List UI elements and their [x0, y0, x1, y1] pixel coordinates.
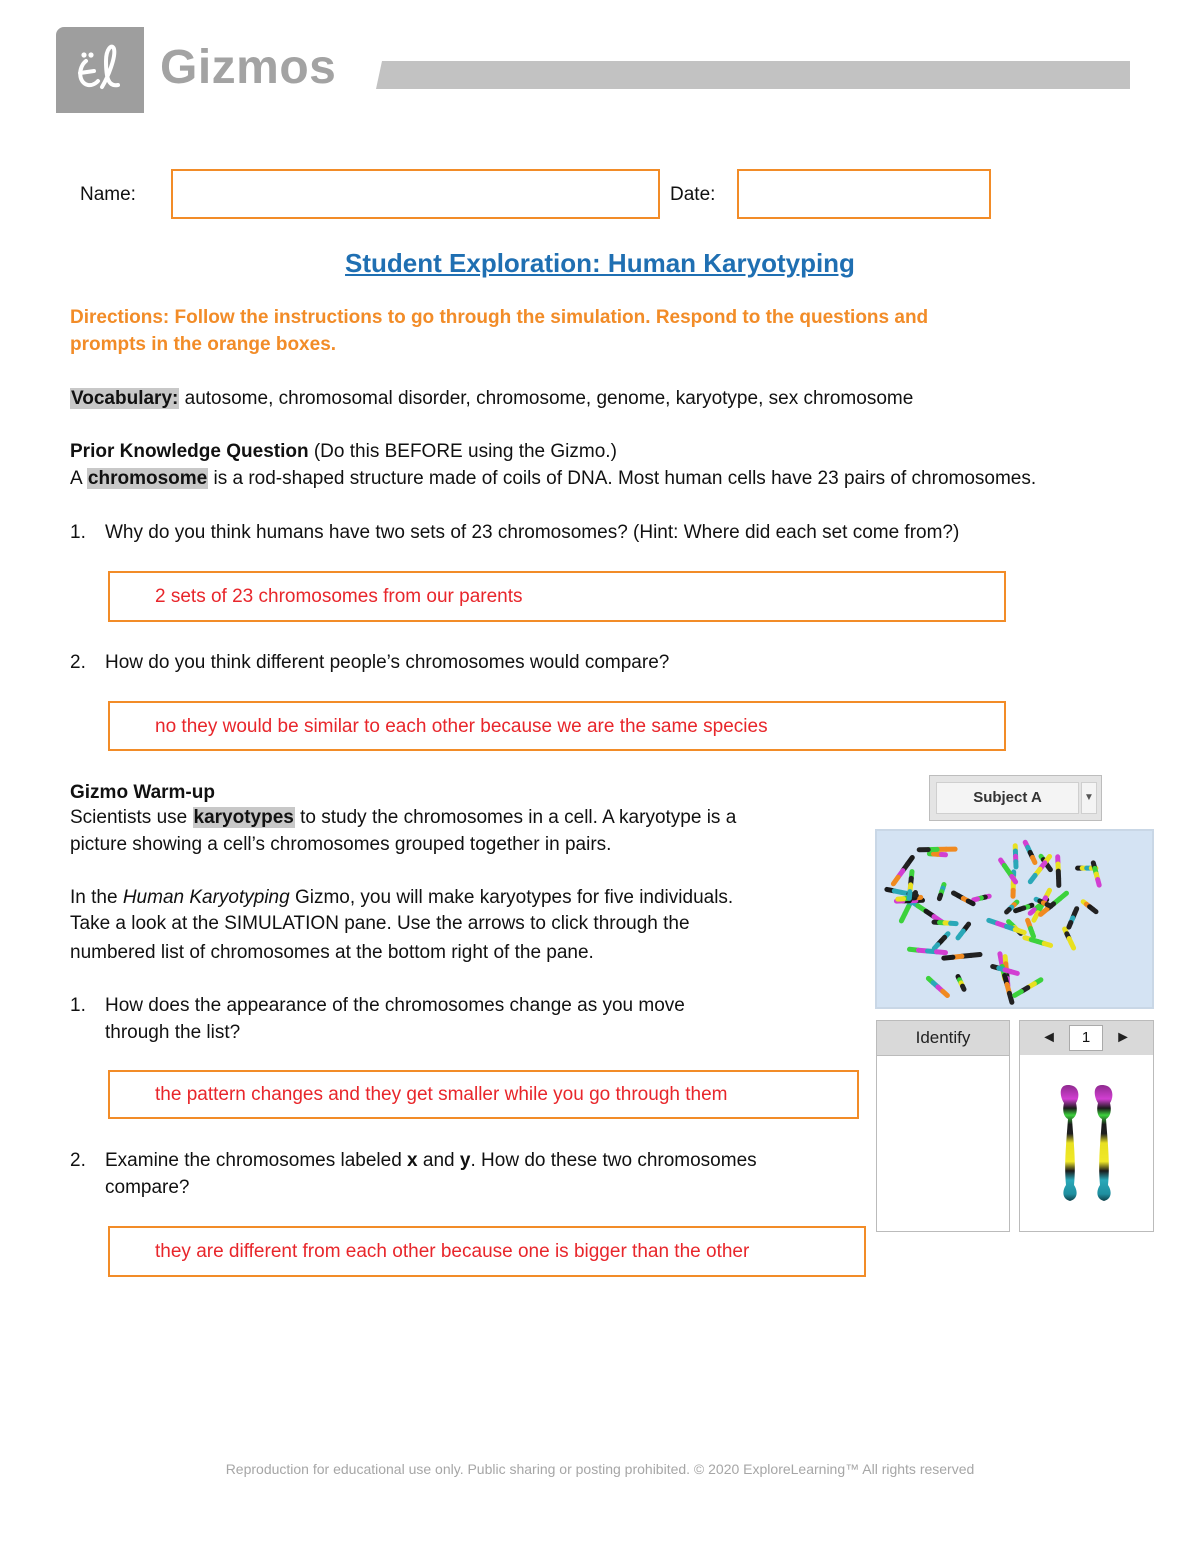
date-label: Date: — [670, 184, 716, 205]
intro-text-a: A — [70, 468, 87, 489]
question-number: 2. — [70, 1150, 86, 1171]
chromosome-segment — [937, 952, 946, 953]
warmup-text: to study the chromosomes in a cell. A karyotype is a — [294, 807, 737, 828]
logo-el-icon — [56, 27, 144, 113]
warmup-paragraph-1-line-2: picture showing a cell’s chromosomes grouped together in pairs. — [70, 834, 612, 855]
chromosome-segment — [939, 895, 940, 899]
chromosome-segment — [901, 914, 905, 921]
chromosome-right — [1095, 1085, 1113, 1201]
question-text: . How do these two chromosomes — [470, 1150, 757, 1171]
title-row — [0, 248, 1200, 279]
karyotypes-term: karyotypes — [193, 807, 294, 828]
name-field[interactable] — [171, 169, 660, 219]
navigator-bar — [1020, 1021, 1153, 1055]
answer-box[interactable] — [108, 701, 1006, 751]
answer-text: the pattern changes and they get smaller while you go through them — [155, 1084, 728, 1105]
date-field[interactable] — [737, 169, 991, 219]
chromosome-segment — [944, 957, 953, 958]
vocabulary-line — [70, 385, 913, 412]
answer-text: no they would be similar to each other because we are the same species — [155, 716, 768, 737]
chromosome-spread — [877, 831, 1152, 1007]
intro-text-b: is a rod-shaped structure made of coils of DNA. Most human cells have 23 pairs of chromosomes. — [208, 468, 1037, 489]
question-text-line-1 — [105, 1147, 757, 1174]
brand-name: Gizmos — [160, 41, 337, 94]
chromosome-segment — [909, 892, 910, 899]
chromosome-segment — [934, 945, 937, 949]
chromosome-segment — [1015, 992, 1022, 996]
warmup-text: Gizmo, you will make karyotypes for five individuals. — [289, 887, 734, 908]
directions-line-2: prompts in the orange boxes. — [70, 334, 337, 355]
warmup-paragraph-2-line-1 — [70, 884, 733, 911]
directions-line-1: Directions: Follow the instructions to go through the simulation. Respond to the questions and — [70, 307, 929, 328]
chromosome-segment — [968, 901, 973, 904]
prior-knowledge-heading-row — [70, 438, 617, 465]
chromosome-segment — [974, 899, 978, 900]
warmup-text: In the — [70, 887, 123, 908]
question-text: Examine the chromosomes labeled — [105, 1150, 408, 1171]
chromosome-term: chromosome — [87, 468, 208, 489]
identify-panel — [876, 1020, 1010, 1232]
subject-select-value: Subject A — [936, 782, 1079, 814]
next-arrow-icon[interactable]: ► — [1115, 1029, 1131, 1046]
footer-copyright: Reproduction for educational use only. Public sharing or posting prohibited. © 2020 ExploreLearning™ All rights reserved — [225, 1461, 975, 1477]
explorelearning-logo — [56, 27, 144, 113]
chromosome-segment — [1034, 913, 1038, 921]
chromosome-segment — [1071, 943, 1073, 948]
question-number: 2. — [70, 652, 86, 673]
chromosome-segment — [943, 991, 948, 995]
header-bar — [376, 61, 1130, 89]
chromosome-segment — [1009, 993, 1012, 1002]
prior-knowledge-intro — [70, 465, 1036, 492]
question-text-line-1: How does the appearance of the chromosomes change as you move — [105, 995, 685, 1016]
question-text: Why do you think humans have two sets of 23 chromosomes? (Hint: Where did each set come from?) — [105, 522, 960, 543]
warmup-paragraph-1-line-1 — [70, 804, 736, 831]
name-label: Name: — [80, 184, 136, 205]
y-label: y — [459, 1150, 471, 1171]
chromosome-segment — [1011, 972, 1017, 974]
chromosome-segment — [1098, 880, 1100, 886]
warmup-paragraph-2-line-2: Take a look at the SIMULATION pane. Use the arrows to click through the — [70, 913, 690, 934]
question-text: and — [417, 1150, 460, 1171]
x-label: x — [407, 1150, 418, 1171]
chevron-down-icon[interactable]: ▼ — [1081, 782, 1097, 814]
chromosome-segment — [1048, 866, 1050, 869]
vocabulary-terms: autosome, chromosomal disorder, chromosome, genome, karyotype, sex chromosome — [179, 388, 914, 409]
chromosome-segment — [1032, 933, 1034, 937]
answer-text: 2 sets of 23 chromosomes from our parents — [155, 586, 523, 607]
question-number: 1. — [70, 995, 86, 1016]
warmup-text: Scientists use — [70, 807, 193, 828]
chromosome-segment — [1044, 944, 1050, 946]
chromosome-left — [1061, 1085, 1079, 1201]
warmup-heading: Gizmo Warm-up — [70, 782, 215, 803]
prior-knowledge-note: (Do this BEFORE using the Gizmo.) — [308, 441, 617, 462]
chromosome-segment — [963, 986, 965, 989]
question-text-line-2: through the list? — [105, 1022, 241, 1043]
gizmo-name: Human Karyotyping — [122, 887, 290, 908]
chromosome-segment — [1015, 930, 1024, 933]
question-text-line-2: compare? — [105, 1177, 190, 1198]
vocabulary-label: Vocabulary: — [71, 388, 179, 409]
warmup-paragraph-2-line-3: numbered list of chromosomes at the bottom right of the pane. — [70, 942, 594, 963]
chromosome-segment — [1047, 905, 1051, 907]
question-text: How do you think different people’s chromosomes would compare? — [105, 652, 670, 673]
chromosome-segment — [1016, 909, 1020, 910]
chromosome-segment — [958, 934, 961, 938]
chromosome-segment — [1093, 909, 1096, 912]
chromosome-segment — [1012, 876, 1016, 882]
chromosome-navigator — [1019, 1020, 1154, 1232]
prior-knowledge-heading: Prior Knowledge Question — [70, 441, 309, 462]
answer-box[interactable] — [108, 1070, 859, 1119]
chromosome-pair-image — [1020, 1055, 1153, 1231]
answer-text: they are different from each other because one is bigger than the other — [155, 1241, 750, 1262]
chromosome-segment — [893, 877, 898, 884]
question-number: 1. — [70, 522, 86, 543]
chromosome-segment — [1033, 857, 1035, 862]
answer-box[interactable] — [108, 1226, 866, 1277]
prev-arrow-icon[interactable]: ◄ — [1041, 1029, 1057, 1046]
chromosome-number[interactable]: 1 — [1069, 1025, 1103, 1051]
identify-button[interactable]: Identify — [877, 1021, 1009, 1056]
chromosome-segment — [1030, 910, 1034, 913]
chromosome-segment — [1030, 875, 1035, 881]
chromosome-segment — [1069, 923, 1071, 928]
answer-box[interactable] — [108, 571, 1006, 622]
page-title: Student Exploration: Human Karyotyping — [345, 248, 855, 278]
chromosome-segment — [1007, 910, 1010, 913]
simulation-pane — [875, 829, 1154, 1009]
subject-select[interactable] — [929, 775, 1102, 821]
